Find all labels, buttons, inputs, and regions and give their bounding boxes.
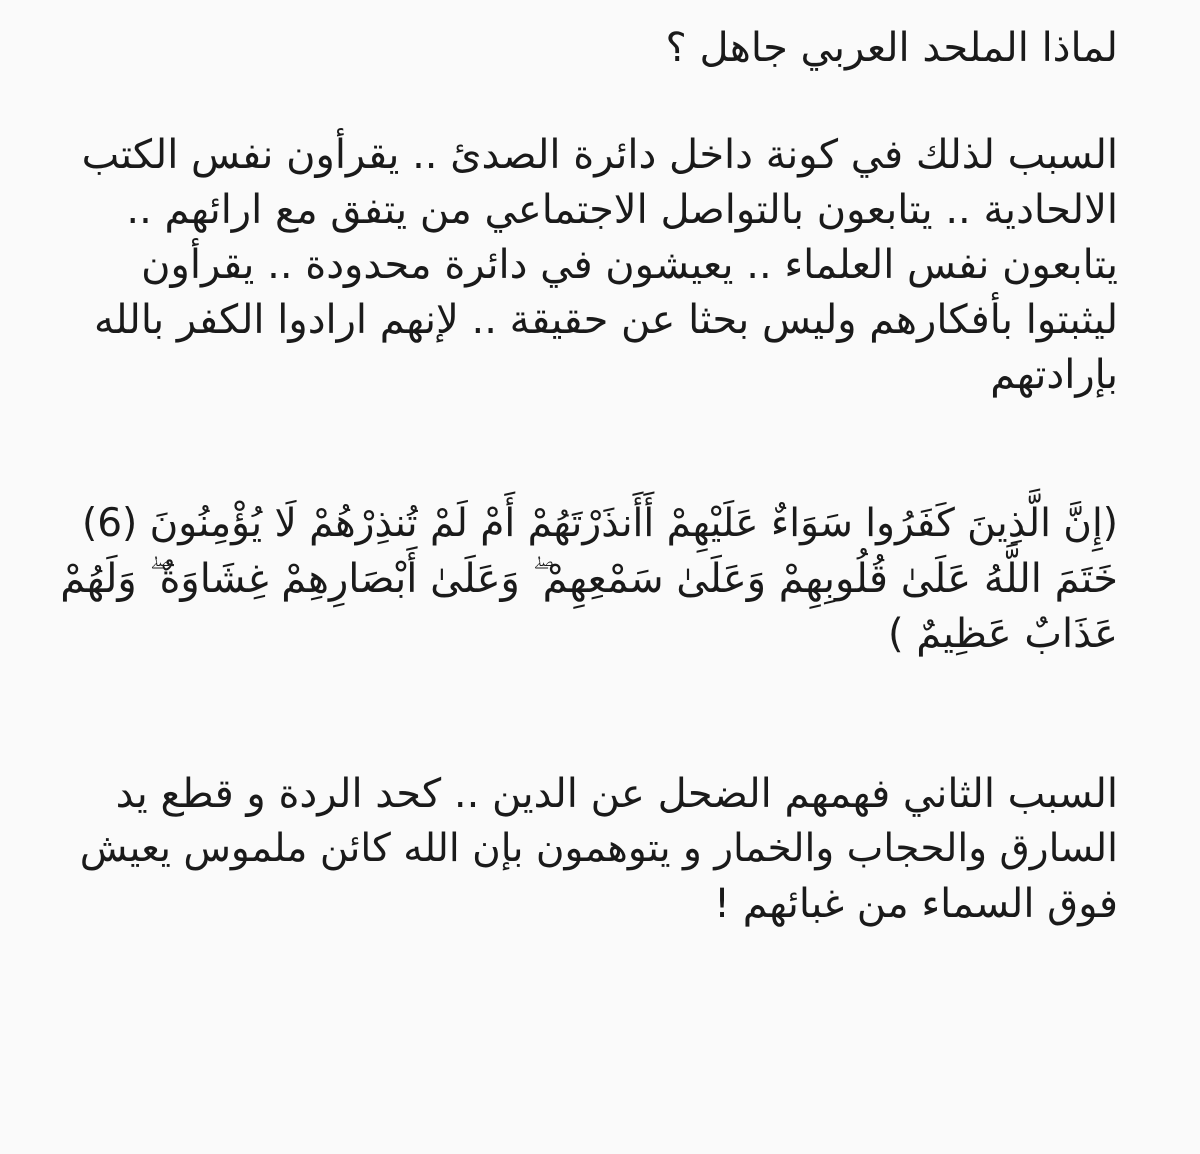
- paragraph1-line: السبب لذلك في كونة داخل دائرة الصدئ .. يقرأون نفس الكتب: [81, 132, 1118, 178]
- paragraph2-line: السبب الثاني فهمهم الضحل عن الدين .. كحد الردة و قطع يد: [115, 771, 1118, 817]
- paragraph2-line: فوق السماء من غبائهم !: [713, 881, 1118, 927]
- document-title: لماذا الملحد العربي جاهل ؟: [665, 25, 1118, 71]
- paragraph1-line: يتابعون نفس العلماء .. يعيشون في دائرة محدودة .. يقرأون: [141, 242, 1118, 288]
- quran-verse-line: خَتَمَ اللَّهُ عَلَىٰ قُلُوبِهِمْ وَعَلَىٰ سَمْعِهِمْ ۖ وَعَلَىٰ أَبْصَارِهِمْ غِشَاوَةٌ ۖ وَلَهُمْ: [60, 556, 1118, 602]
- paragraph1-line: ليثبتوا بأفكارهم وليس بحثا عن حقيقة .. لإنهم ارادوا الكفر بالله: [93, 297, 1118, 343]
- paragraph1-line: بإرادتهم: [990, 352, 1118, 398]
- paragraph1-line: الالحادية .. يتابعون بالتواصل الاجتماعي من يتفق مع ارائهم ..: [126, 187, 1118, 233]
- quran-verse-line: (إِنَّ الَّذِينَ كَفَرُوا سَوَاءٌ عَلَيْهِمْ أَأَنذَرْتَهُمْ أَمْ لَمْ تُنذِرْهُمْ لَا يُؤْمِنُونَ (6): [82, 501, 1118, 546]
- paragraph2-line: السارق والحجاب والخمار و يتوهمون بإن الله كائن ملموس يعيش: [79, 826, 1118, 871]
- quran-verse-line: عَذَابٌ عَظِيمٌ ): [887, 611, 1118, 657]
